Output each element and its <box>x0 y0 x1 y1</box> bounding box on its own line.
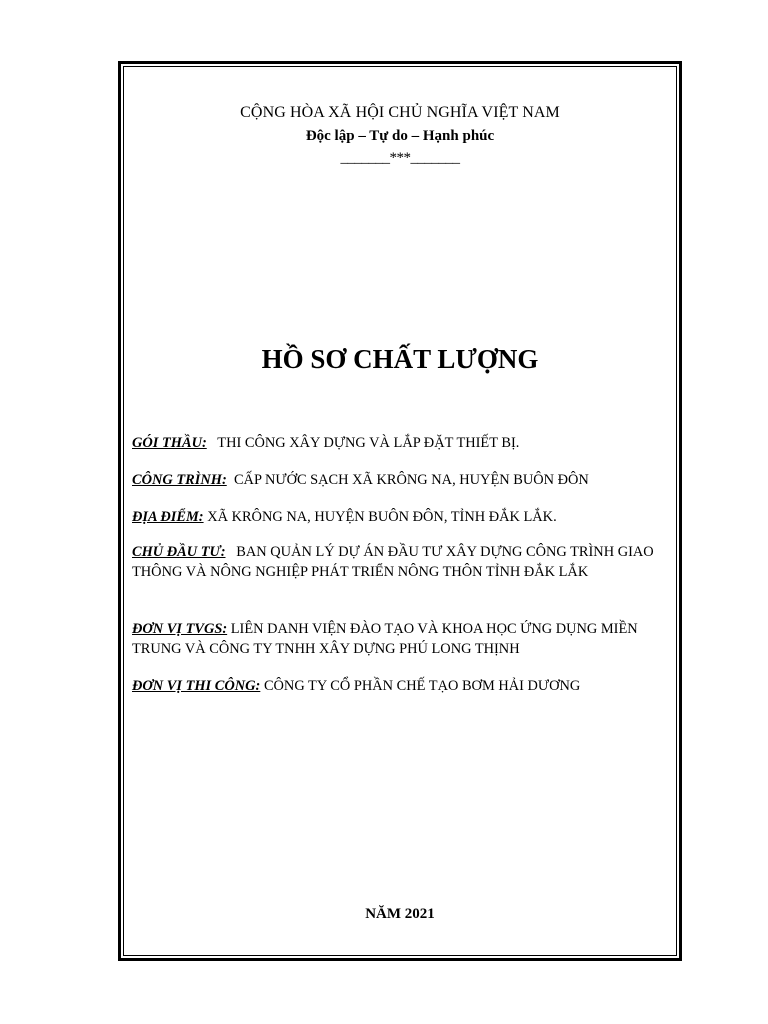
field-supervisor <box>132 620 668 659</box>
field-supervisor-value: LIÊN DANH VIỆN ĐÀO TẠO VÀ KHOA HỌC ỨNG DỤNG MIỀN TRUNG VÀ CÔNG TY TNHH XÂY DỰNG PHÚ LONG THỊNH <box>132 621 638 657</box>
field-location-label: ĐỊA ĐIỂM: <box>132 509 204 525</box>
field-project-label: CÔNG TRÌNH: <box>132 472 227 488</box>
document-title: HỒ SƠ CHẤT LƯỢNG <box>261 344 539 374</box>
field-project-value: CẤP NƯỚC SẠCH XÃ KRÔNG NA, HUYỆN BUÔN ĐÔN <box>233 472 589 488</box>
field-supervisor-label: ĐƠN VỊ TVGS: <box>132 621 228 637</box>
document-year: NĂM 2021 <box>365 906 435 922</box>
field-contractor-label: ĐƠN VỊ THI CÔNG: <box>132 678 261 694</box>
field-package <box>132 434 668 454</box>
motto: Độc lập – Tự do – Hạnh phúc <box>305 128 495 144</box>
field-investor <box>132 543 668 582</box>
field-package-value: THI CÔNG XÂY DỰNG VÀ LẮP ĐẶT THIẾT BỊ. <box>217 435 520 451</box>
field-investor-label: CHỦ ĐẦU TƯ: <box>132 544 226 560</box>
field-location <box>132 508 668 528</box>
heading-divider: _______***_______ <box>340 150 460 166</box>
field-investor-value: BAN QUẢN LÝ DỰ ÁN ĐẦU TƯ XÂY DỰNG CÔNG TRÌNH GIAO THÔNG VÀ NÔNG NGHIỆP PHÁT TRIỂN NÔNG THÔN TỈNH ĐẮK LẮK <box>132 544 654 580</box>
field-location-value: XÃ KRÔNG NA, HUYỆN BUÔN ĐÔN, TỈNH ĐẮK LẮK. <box>207 509 557 525</box>
field-project <box>132 471 668 491</box>
field-package-label: GÓI THẦU: <box>132 435 207 451</box>
field-contractor <box>132 677 668 697</box>
field-contractor-value: CÔNG TY CỔ PHẦN CHẾ TẠO BƠM HẢI DƯƠNG <box>263 678 581 694</box>
nation-heading: CỘNG HÒA XÃ HỘI CHỦ NGHĨA VIỆT NAM <box>240 104 560 121</box>
